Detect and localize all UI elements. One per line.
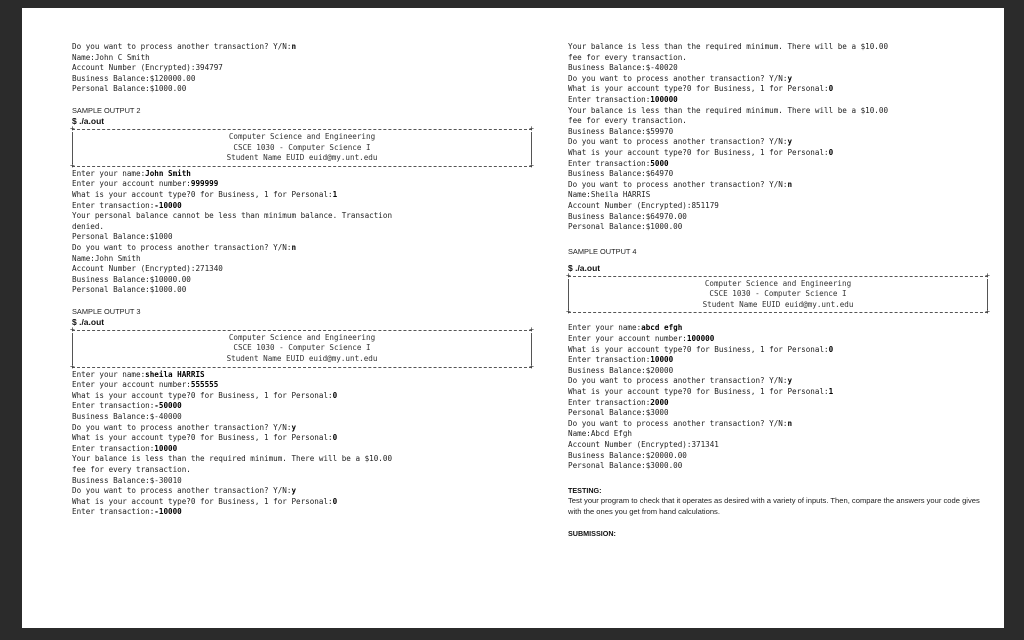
terminal-text: Business Balance:$64970 <box>568 169 674 179</box>
user-input: y <box>787 137 793 147</box>
terminal-line <box>568 190 988 201</box>
terminal-line <box>72 444 532 455</box>
sample-output-2-heading: SAMPLE OUTPUT 2 <box>72 105 141 115</box>
banner-line: Student Name EUID euid@my.unt.edu <box>702 299 854 309</box>
banner-line: Student Name EUID euid@my.unt.edu <box>226 153 378 163</box>
terminal-line <box>568 148 988 159</box>
left-column <box>72 42 532 518</box>
terminal-text: Do you want to process another transaction? Y/N: <box>568 179 788 189</box>
terminal-line <box>72 53 532 64</box>
sample-output-3-lines <box>72 370 532 518</box>
terminal-line <box>568 323 988 334</box>
terminal-line <box>72 401 532 412</box>
user-input: 100000 <box>686 334 715 344</box>
user-input: 0 <box>828 84 834 94</box>
user-input: n <box>787 418 793 428</box>
banner-line: Computer Science and Engineering <box>228 131 376 141</box>
terminal-line <box>72 179 532 190</box>
terminal-text: What is your account type?0 for Business, 1 for Personal: <box>568 84 829 94</box>
user-input: -10000 <box>154 200 182 210</box>
terminal-line <box>72 454 532 465</box>
terminal-line <box>568 451 988 462</box>
user-input: 0 <box>828 344 834 354</box>
user-input: y <box>291 486 297 496</box>
terminal-line <box>72 169 532 180</box>
terminal-text: Do you want to process another transaction? Y/N: <box>568 137 788 147</box>
banner-top-rule: + + <box>70 123 534 133</box>
terminal-text: Business Balance:$64970.00 <box>568 211 687 221</box>
terminal-text: Do you want to process another transaction? Y/N: <box>568 418 788 428</box>
terminal-text: Business Balance:$-30010 <box>72 475 182 485</box>
terminal-line <box>72 232 532 243</box>
program-banner <box>72 132 532 164</box>
terminal-text: Do you want to process another transaction? Y/N: <box>72 242 292 252</box>
banner-line: CSCE 1030 - Computer Science I <box>709 289 847 299</box>
terminal-line <box>568 53 988 64</box>
terminal-text: fee for every transaction. <box>568 52 687 62</box>
user-input: 999999 <box>190 179 219 189</box>
terminal-line <box>568 201 988 212</box>
terminal-text: What is your account type?0 for Business, 1 for Personal: <box>568 387 829 397</box>
user-input: 0 <box>828 147 834 157</box>
terminal-text: What is your account type?0 for Business, 1 for Personal: <box>72 189 333 199</box>
terminal-line <box>72 201 532 212</box>
terminal-text: Name:John C Smith <box>72 52 150 62</box>
terminal-text: Enter transaction: <box>568 158 651 168</box>
sample-output-3-continued <box>568 42 988 233</box>
banner-line: Computer Science and Engineering <box>228 332 376 342</box>
user-input: 0 <box>332 496 338 506</box>
banner-line: CSCE 1030 - Computer Science I <box>233 343 371 353</box>
terminal-text: Personal Balance:$3000 <box>568 408 669 418</box>
user-input: 100000 <box>650 94 678 104</box>
terminal-line <box>568 398 988 409</box>
banner-top-rule: + + <box>566 270 990 280</box>
terminal-line <box>72 264 532 275</box>
terminal-text: Enter transaction: <box>72 507 155 517</box>
terminal-line <box>72 433 532 444</box>
terminal-line <box>568 180 988 191</box>
terminal-line <box>72 211 532 222</box>
terminal-text: Do you want to process another transaction? Y/N: <box>72 42 292 51</box>
right-column <box>568 42 988 538</box>
banner-top-rule: + + <box>70 324 534 334</box>
terminal-text: Enter your name: <box>568 323 642 333</box>
terminal-line <box>72 370 532 381</box>
terminal-line <box>568 355 988 366</box>
terminal-text: Enter transaction: <box>568 94 651 104</box>
user-input: 5000 <box>650 158 669 168</box>
user-input: 2000 <box>650 397 669 407</box>
terminal-line <box>568 376 988 387</box>
terminal-line <box>568 345 988 356</box>
terminal-line <box>72 423 532 434</box>
user-input: -50000 <box>154 401 182 411</box>
user-input: 10000 <box>650 355 674 365</box>
terminal-line <box>72 285 532 296</box>
terminal-line <box>568 461 988 472</box>
terminal-text: Do you want to process another transaction? Y/N: <box>72 486 292 496</box>
terminal-text: Do you want to process another transaction? Y/N: <box>568 376 788 386</box>
terminal-line <box>72 476 532 487</box>
terminal-line <box>72 497 532 508</box>
terminal-text: Enter your name: <box>72 369 146 379</box>
terminal-line <box>72 42 532 53</box>
user-input: n <box>787 179 793 189</box>
terminal-text: Do you want to process another transaction? Y/N: <box>568 73 788 83</box>
banner-bottom-rule: + + <box>70 361 534 371</box>
user-input: sheila HARRIS <box>145 369 205 379</box>
user-input: n <box>291 42 297 51</box>
testing-heading: TESTING: <box>568 485 602 495</box>
banner-line: CSCE 1030 - Computer Science I <box>233 142 371 152</box>
terminal-line <box>72 507 532 518</box>
terminal-line <box>72 465 532 476</box>
user-input: John Smith <box>145 168 191 178</box>
terminal-text: Your balance is less than the required minimum. There will be a $10.00 <box>568 42 889 51</box>
terminal-line <box>72 275 532 286</box>
terminal-text: Enter transaction: <box>72 443 155 453</box>
user-input: y <box>787 376 793 386</box>
sample-output-3-prompt: $ ./a.out <box>72 316 105 327</box>
terminal-line <box>72 84 532 95</box>
terminal-text: Business Balance:$20000 <box>568 365 674 375</box>
terminal-text: What is your account type?0 for Business, 1 for Personal: <box>568 344 829 354</box>
testing-text: Test your program to check that it operates as desired with a variety of inputs. Then, compare the answers your code gives with the ones you get from hand calculations. <box>568 495 980 516</box>
sample-output-4-prompt: $ ./a.out <box>568 262 601 273</box>
sample-output-2-prompt: $ ./a.out <box>72 115 105 126</box>
sample-output-4-lines <box>568 323 988 471</box>
terminal-text: Do you want to process another transaction? Y/N: <box>72 422 292 432</box>
terminal-line <box>568 419 988 430</box>
terminal-text: Enter transaction: <box>568 397 651 407</box>
submission-heading: SUBMISSION: <box>568 528 616 538</box>
terminal-line <box>568 63 988 74</box>
terminal-text: Account Number (Encrypted):371341 <box>568 440 719 449</box>
terminal-text: Business Balance:$-40000 <box>72 412 182 422</box>
program-banner <box>566 278 990 317</box>
terminal-line <box>568 222 988 233</box>
terminal-text: Enter your name: <box>72 168 146 178</box>
terminal-line <box>568 169 988 180</box>
terminal-text: fee for every transaction. <box>568 116 687 126</box>
terminal-text: Enter transaction: <box>72 401 155 411</box>
terminal-text: What is your account type?0 for Business, 1 for Personal: <box>72 390 333 400</box>
user-input: n <box>291 242 297 252</box>
terminal-text: What is your account type?0 for Business, 1 for Personal: <box>72 496 333 506</box>
terminal-text: Account Number (Encrypted):271340 <box>72 264 223 274</box>
terminal-text: denied. <box>72 221 105 231</box>
terminal-text: Enter your account number: <box>72 179 191 189</box>
terminal-line <box>568 387 988 398</box>
terminal-text: Personal Balance:$1000 <box>72 232 173 242</box>
banner-bottom-rule: + + <box>70 160 534 170</box>
terminal-text: Name:Sheila HARRIS <box>568 190 651 200</box>
terminal-text: Name:John Smith <box>72 253 141 263</box>
terminal-line <box>568 366 988 377</box>
terminal-line <box>568 408 988 419</box>
terminal-line <box>568 440 988 451</box>
user-input: 10000 <box>154 443 178 453</box>
banner-bottom-rule: + + <box>566 307 990 317</box>
terminal-text: Business Balance:$20000.00 <box>568 450 687 460</box>
terminal-line <box>568 116 988 127</box>
sample-output-2-lines <box>72 169 532 296</box>
terminal-line <box>568 137 988 148</box>
sample-output-3-heading: SAMPLE OUTPUT 3 <box>72 306 141 316</box>
user-input: 0 <box>332 433 338 443</box>
intro-output <box>72 42 532 95</box>
terminal-line <box>72 486 532 497</box>
terminal-line <box>72 243 532 254</box>
user-input: y <box>787 73 793 83</box>
terminal-text: What is your account type?0 for Business, 1 for Personal: <box>568 147 829 157</box>
terminal-line <box>568 127 988 138</box>
terminal-text: Personal Balance:$3000.00 <box>568 461 683 471</box>
user-input: 0 <box>332 390 338 400</box>
terminal-text: Your personal balance cannot be less than minimum balance. Transaction <box>72 211 393 221</box>
terminal-text: Business Balance:$59970 <box>568 126 674 136</box>
terminal-line <box>72 391 532 402</box>
sample-output-4-heading: SAMPLE OUTPUT 4 <box>568 246 637 256</box>
terminal-text: Personal Balance:$1000.00 <box>568 222 683 232</box>
terminal-text: Enter your account number: <box>72 380 191 390</box>
terminal-text: Your balance is less than the required minimum. There will be a $10.00 <box>568 105 889 115</box>
terminal-text: Business Balance:$10000.00 <box>72 274 191 284</box>
terminal-line <box>72 190 532 201</box>
terminal-text: What is your account type?0 for Business, 1 for Personal: <box>72 433 333 443</box>
document-page <box>22 8 1004 628</box>
terminal-text: Name:Abcd Efgh <box>568 429 633 439</box>
terminal-line <box>568 95 988 106</box>
program-banner <box>72 333 532 365</box>
terminal-line <box>568 429 988 440</box>
terminal-line <box>568 334 988 345</box>
user-input: 1 <box>332 189 338 199</box>
user-input: y <box>291 422 297 432</box>
terminal-line <box>568 42 988 53</box>
terminal-text: Enter transaction: <box>568 355 651 365</box>
terminal-line <box>568 74 988 85</box>
terminal-text: Account Number (Encrypted):394797 <box>72 63 223 73</box>
user-input: -10000 <box>154 507 182 517</box>
terminal-text: Account Number (Encrypted):851179 <box>568 200 719 210</box>
banner-line: Computer Science and Engineering <box>704 278 852 288</box>
terminal-line <box>568 106 988 117</box>
terminal-line <box>568 84 988 95</box>
user-input: 1 <box>828 387 834 397</box>
terminal-line <box>72 412 532 423</box>
user-input: 555555 <box>190 380 219 390</box>
terminal-text: Personal Balance:$1000.00 <box>72 285 187 295</box>
terminal-text: Business Balance:$-40020 <box>568 63 678 73</box>
banner-line: Student Name EUID euid@my.unt.edu <box>226 354 378 364</box>
terminal-text: Business Balance:$120000.00 <box>72 73 196 83</box>
terminal-line <box>72 254 532 265</box>
terminal-text: Your balance is less than the required minimum. There will be a $10.00 <box>72 454 393 464</box>
user-input: abcd efgh <box>641 323 683 333</box>
terminal-line <box>568 159 988 170</box>
terminal-line <box>72 74 532 85</box>
terminal-line <box>568 212 988 223</box>
terminal-line <box>72 222 532 233</box>
terminal-text: fee for every transaction. <box>72 465 191 474</box>
terminal-text: Personal Balance:$1000.00 <box>72 84 187 94</box>
terminal-text: Enter your account number: <box>568 334 687 344</box>
terminal-line <box>72 380 532 391</box>
terminal-text: Enter transaction: <box>72 200 155 210</box>
terminal-line <box>72 63 532 74</box>
